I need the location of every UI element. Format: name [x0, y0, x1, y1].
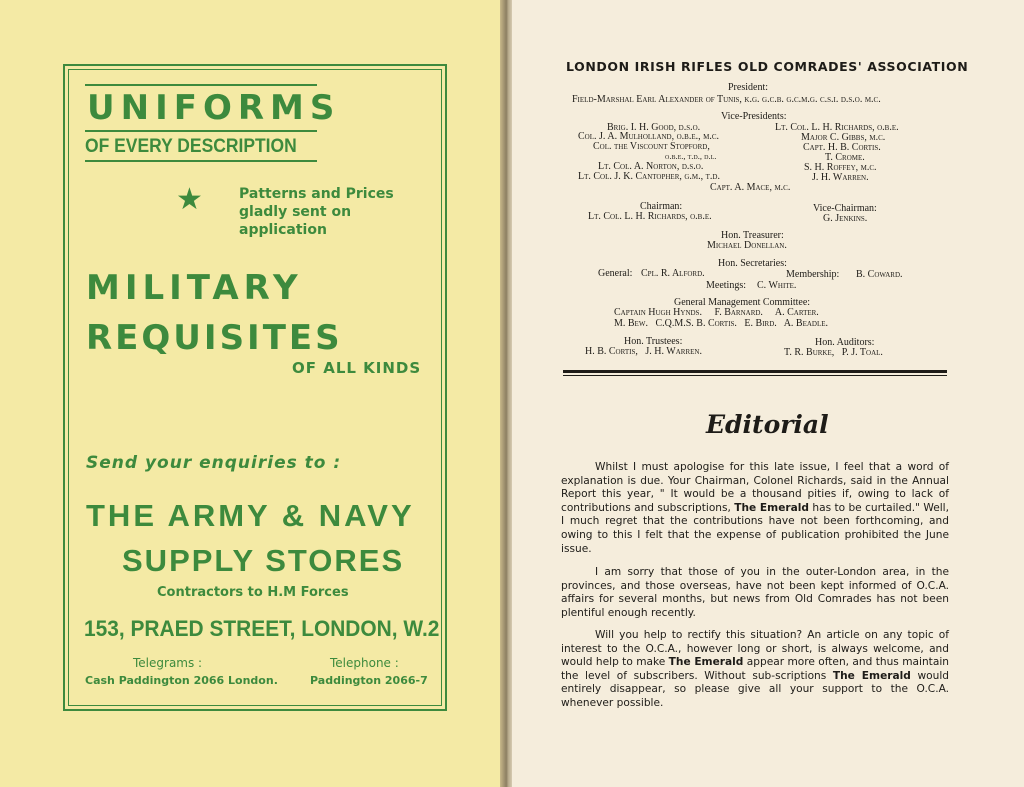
chairman-name: Lt. Col. L. H. Richards, o.b.e.	[588, 211, 712, 222]
every-description-heading: OF EVERY DESCRIPTION	[85, 136, 297, 157]
military-heading: MILITARY	[86, 268, 303, 308]
general-secretary-name: Cpl. R. Alford.	[641, 268, 705, 279]
uniforms-heading: UNIFORMS	[87, 88, 341, 128]
committee-label: General Management Committee:	[674, 297, 811, 308]
vice-president-item: Capt. A. Mace, m.c.	[710, 182, 791, 193]
editorial-heading: Editorial	[706, 410, 829, 439]
general-secretary-label: General:	[598, 268, 633, 279]
every-description-underline	[85, 160, 317, 162]
president-name: Field-Marshal Earl Alexander of Tunis, k.g. g.c.b. g.c.m.g. c.s.i. d.s.o. m.c.	[572, 94, 881, 105]
army-navy-heading: THE ARMY & NAVY	[86, 498, 415, 533]
vice-president-item: Col. the Viscount Stopford,	[593, 141, 710, 152]
vice-presidents-label: Vice-Presidents:	[721, 111, 787, 122]
vice-chairman-name: G. Jenkins.	[823, 213, 868, 224]
secretaries-label: Hon. Secretaries:	[718, 258, 787, 269]
editorial-paragraph: Will you help to rectify this situation? An article on any topic of interest to the O.C.A., however long or short, is always welcome, and would help to make The Emerald appear more often, and thus maintain the level of subscribers. Without sub-scriptions The Emerald would entirely disappear, so please give all your support to the O.C.A. whenever possible.	[561, 629, 949, 709]
contractors-text: Contractors to H.M Forces	[157, 585, 349, 600]
uniforms-bottom-rule	[85, 130, 317, 132]
trustees-label: Hon. Trustees:	[624, 336, 683, 347]
committee-row: Captain Hugh Hynds. F. Barnard. A. Carter.	[614, 307, 819, 318]
telephone-value: Paddington 2066-7	[310, 674, 428, 687]
editorial-paragraph: I am sorry that those of you in the outer-London area, in the provinces, and those overseas, have not been kept informed of O.C.A. affairs for several months, but news from Old Comrades has not been plentiful enough recently.	[561, 566, 949, 619]
treasurer-label: Hon. Treasurer:	[721, 230, 784, 241]
treasurer-name: Michael Donellan.	[707, 240, 787, 251]
president-label: President:	[728, 82, 768, 93]
meetings-secretary-name: C. White.	[757, 280, 797, 291]
vice-president-item: S. H. Roffey, m.c.	[804, 162, 877, 173]
auditors-names: T. R. Burke, P. J. Toal.	[784, 347, 883, 358]
patterns-text: Patterns and Prices gladly sent on application	[239, 186, 394, 238]
vice-president-item: Brig. I. H. Good, d.s.o.	[607, 122, 701, 133]
committee-row: M. Bew. C.Q.M.S. B. Cortis. E. Bird. A. Beadle.	[614, 318, 829, 329]
membership-secretary-label: Membership:	[786, 269, 840, 280]
telephone-label: Telephone :	[330, 656, 399, 670]
telegrams-value: Cash Paddington 2066 London.	[85, 674, 278, 687]
vice-president-item: Lt. Col. L. H. Richards, o.b.e.	[775, 122, 899, 133]
all-kinds-text: OF ALL KINDS	[292, 359, 422, 377]
association-title: LONDON IRISH RIFLES OLD COMRADES' ASSOCIATION	[566, 59, 969, 74]
membership-secretary-name: B. Coward.	[856, 269, 903, 280]
vice-president-item: o.b.e., t.d., d.l.	[665, 151, 717, 161]
vice-president-item: Capt. H. B. Cortis.	[803, 142, 881, 153]
vice-president-item: T. Crome.	[825, 152, 865, 163]
vice-chairman-label: Vice-Chairman:	[813, 203, 877, 214]
vice-president-item: Major C. Gibbs, m.c.	[801, 132, 886, 143]
vice-president-item: Lt. Col. A. Norton, d.s.o.	[598, 161, 704, 172]
star-icon: ★	[176, 182, 203, 217]
meetings-secretary-label: Meetings:	[706, 280, 746, 291]
supply-stores-heading: SUPPLY STORES	[122, 543, 405, 578]
enquiries-text: Send your enquiries to :	[86, 453, 342, 473]
uniforms-top-rule	[85, 84, 317, 86]
requisites-heading: REQUISITES	[86, 318, 343, 358]
trustees-names: H. B. Cortis, J. H. Warren.	[585, 346, 702, 357]
section-divider	[563, 370, 947, 376]
vice-president-item: Col. J. A. Mulholland, o.b.e., m.c.	[578, 131, 720, 142]
vice-president-item: J. H. Warren.	[812, 172, 869, 183]
chairman-label: Chairman:	[640, 201, 683, 212]
editorial-paragraph: Whilst I must apologise for this late issue, I feel that a word of explanation is due. Your Chairman, Colonel Richards, said in the Annual Report this year, " It would be a thousand pities if, owing to lack of contributions and subscriptions, The Emerald has to be curtailed." Well, I much regret that the contributions have not been forthcoming, and owing to this I felt that the expense of publication prohibited the June issue.	[561, 461, 949, 555]
vice-president-item: Lt. Col. J. K. Cantopher, g.m., t.d.	[578, 171, 720, 182]
telegrams-label: Telegrams :	[133, 656, 203, 670]
street-address: 153, PRAED STREET, LONDON, W.2	[84, 616, 440, 641]
auditors-label: Hon. Auditors:	[815, 337, 875, 348]
